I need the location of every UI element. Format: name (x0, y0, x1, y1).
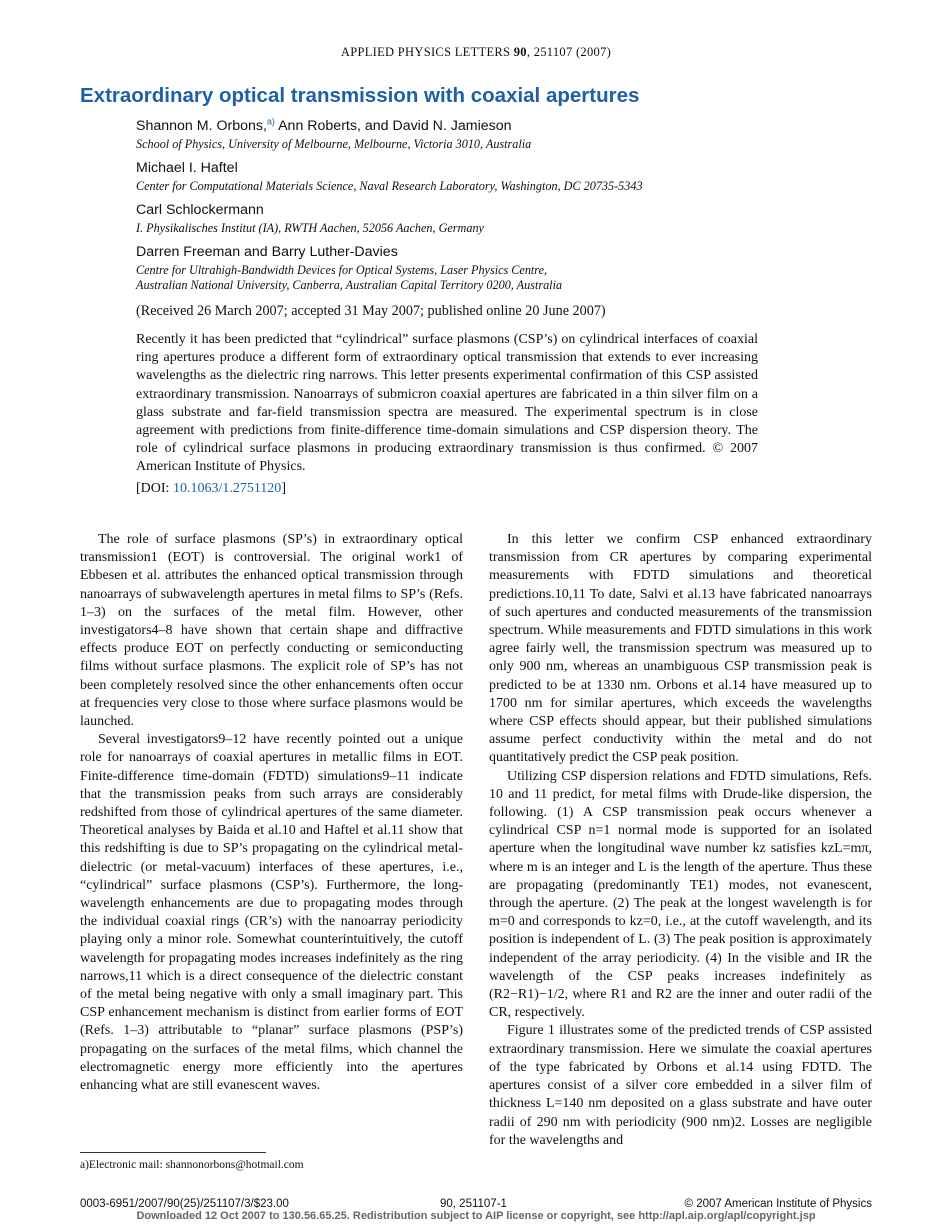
affiliation-1: School of Physics, University of Melbourne, Melbourne, Victoria 3010, Australia (136, 137, 532, 151)
paragraph: Figure 1 illustrates some of the predicted trends of CSP assisted extraordinary transmission. Here we simulate the coaxial apertures of the type fabricated by Orbons et al.14 using FDTD. The apertures consist of a silver core embedded in a silver film of thickness L=140 nm deposited on a glass substrate and have outer radii of 290 nm with periodicity (900 nm)2. Losses are negligible for the wavelengths and (489, 1023, 872, 1148)
abstract: Recently it has been predicted that “cylindrical” surface plasmons (CSP’s) on cylindrical interfaces of coaxial ring apertures produce a different form of extraordinary optical transmission that extends to ever increasing wavelengths as the dielectric ring narrows. This letter presents experimental confirmation of this CSP assisted extraordinary transmission. Nanoarrays of submicron coaxial apertures are fabricated in a thin silver film on a glass substrate and far-field transmission spectra are measured. The experimental spectrum is in close agreement with predictions from finite-difference time-domain simulations and CSP dispersion theory. The role of cylindrical surface plasmons in producing extraordinary transmission is thus confirmed. © 2007 American Institute of Physics. (136, 332, 758, 475)
paragraph: Utilizing CSP dispersion relations and FDTD simulations, Refs. 10 and 11 predict, for metal films with Drude-like dispersion, the following. (1) A CSP transmission peak occurs whenever a cylindrical CSP n=1 normal mode is supported for an isolated aperture when the longitudinal wave number kz satisfies kzL=mπ, where m is an integer and L is the length of the aperture. Thus these are propagating (predominantly TE1) modes, not evanescent, through the aperture. (2) The peak at the longest wavelength is for m=0 and corresponds to kz=0, i.e., at the cutoff wavelength, and its position is independent of L. (3) The peak position is approximately independent of the array periodicity. (4) In the visible and IR the wavelength of the CSP peaks increases indefinitely as (R2−R1)−1/2, where R1 and R2 are the inner and outer radii of the CR, respectively. (489, 768, 872, 1021)
affiliation-3: I. Physikalisches Institut (IA), RWTH Aachen, 52056 Aachen, Germany (136, 221, 484, 235)
footnote-link-a[interactable]: a) (266, 116, 275, 127)
download-notice: Downloaded 12 Oct 2007 to 130.56.65.25. Redistribution subject to AIP license or copyright, see http://apl.aip.org/apl/copyright.jsp (136, 1210, 816, 1222)
doi-prefix: [DOI: (136, 481, 173, 496)
affiliation-4a: Centre for Ultrahigh-Bandwidth Devices for Optical Systems, Laser Physics Centre, (136, 263, 548, 277)
affiliation-4b: Australian National University, Canberra, Australian Capital Territory 0200, Australia (136, 278, 563, 292)
affiliation-2: Center for Computational Materials Science, Naval Research Laboratory, Washington, DC 20735-5343 (136, 179, 643, 193)
paragraph: The role of surface plasmons (SP’s) in extraordinary optical transmission1 (EOT) is controversial. The original work1 of Ebbesen et al. attributes the enhanced optical transmission through nanoarrays of subwavelength apertures in metal films to SP’s (Refs. 1–3) on the surfaces of the metal film. However, other investigators4–8 have shown that certain shape and diffractive effects produce EOT on perfectly conducting or semiconducting films without surface plasmons. The explicit role of SP’s has not been completely resolved since the other enhancements often occur at frequencies very close to those where surface plasmons would be launched. (80, 532, 463, 730)
left-column (80, 531, 463, 1095)
paragraph: Several investigators9–12 have recently pointed out a unique role for nanoarrays of coaxial apertures in metallic films in EOT. Finite-difference time-domain (FDTD) simulations9–11 indicate that the transmission peaks from such arrays are considerably redshifted from those of cylindrical apertures of the same diameter. Theoretical analyses by Baida et al.10 and Haftel et al.11 show that this redshifting is due to SP’s propagating on the cylindrical metal-dielectric (or metal-vacuum) interfaces of these apertures, i.e., “cylindrical” surface plasmons (CSP’s). Furthermore, the long-wavelength enhancements are due to propagating modes through the individual coaxial rings (CR’s) with the nanoarray periodicity playing only a minor role. Somewhat counterintuitively, the cutoff wavelength for propagating modes increases indefinitely as the ring narrows,11 which is a direct consequence of the dielectric constant of the metal being negative with only a small imaginary part. This CSP enhancement mechanism is distinct from earlier forms of EOT (Refs. 1–3) attributable to “planar” surface plasmons (PSP’s) propagating on the surfaces of the metal films, which channel the electromagnetic energy more efficiently into the apertures enhancing what are still evanescent waves. (80, 732, 463, 1094)
author-line-1: Shannon M. Orbons,$^{a)}$ Ann Roberts, and David N. Jamieson (136, 116, 512, 134)
footer-copyright: © 2007 American Institute of Physics (684, 1198, 872, 1210)
doi-suffix: ] (281, 481, 286, 496)
received-dates: (Received 26 March 2007; accepted 31 May 2007; published online 20 June 2007) (136, 303, 606, 319)
paragraph: In this letter we confirm CSP enhanced extraordinary transmission from CR apertures by comparing experimental measurements with FDTD simulations and theoretical predictions.10,11 To date, Salvi et al.13 have fabricated nanoarrays of such apertures and conducted measurements of the transmission spectrum. While measurements and FDTD simulations in this work agree fairly well, the transmission spectrum was measured up to only 900 nm, whereas an unambiguous CSP transmission peak is predicted to be at 1330 nm. Orbons et al.14 have measured up to 1700 nm for similar apertures, which exceeds the wavelengths where CSP effects should appear, but their published simulations assume perfect conductivity within the metal and do not quantitatively predict the CSP peak position. (489, 532, 872, 766)
author-line-3: Carl Schlockermann (136, 202, 264, 218)
footer-code: 0003-6951/2007/90(25)/251107/3/$23.00 (80, 1198, 289, 1210)
footnote: a)Electronic mail: shannonorbons@hotmail.com (80, 1159, 304, 1171)
journal-header: APPLIED PHYSICS LETTERS 90, 251107 (2007) (340, 45, 612, 59)
doi-link[interactable]: 10.1063/1.2751120 (172, 481, 282, 496)
doi-line (136, 481, 286, 497)
footnote-divider (80, 1152, 266, 1153)
author-line-2: Michael I. Haftel (136, 160, 238, 176)
article-title: Extraordinary optical transmission with coaxial apertures (80, 84, 640, 107)
right-column (489, 531, 872, 1150)
author-line-4: Darren Freeman and Barry Luther-Davies (136, 244, 398, 260)
footer-page: 90, 251107-1 (440, 1198, 507, 1210)
